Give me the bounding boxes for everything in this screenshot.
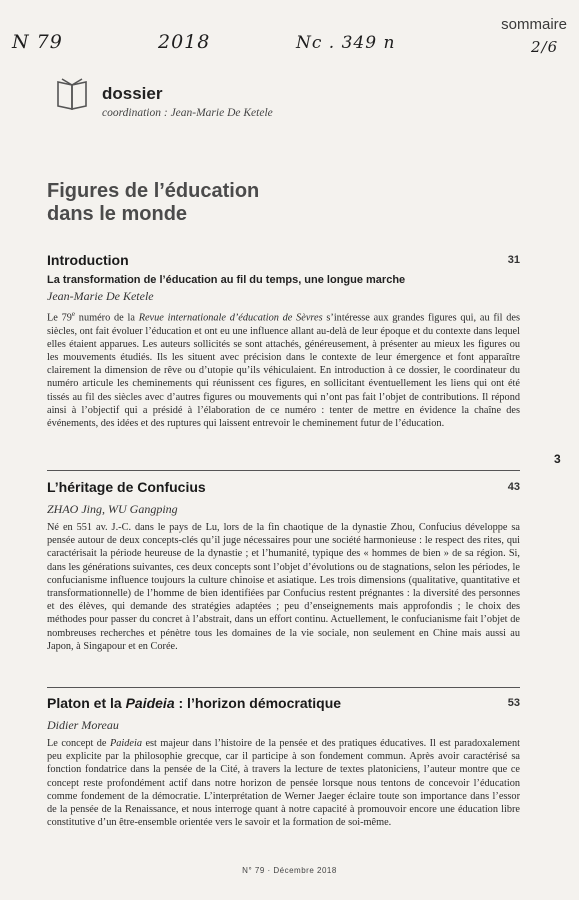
section-divider [47,470,520,471]
article-abstract: Le 79e numéro de la Revue internationale d’éducation de Sèvres s’intéresse aux grandes figures qui, au fil des siècles, ont fait évoluer l’éducation et ont eu une influence allant au-delà de leur époque et du contexte dans lequel elles étaient apparues. Les auteurs sollicités se sont attachés, généreusement, à présenter au mieux les figures ou les mouvements étudiés. Ils les situent avec précision dans le contexte de leur émergence et font apparaître clairement la dimension de rêve ou d’utopie qu’ils véhiculaient. En introduction à ce dossier, le coordinateur du numéro articule les cheminements qui réunissent ces figures, en sollicitant éventuellement les liens qui ont été tissés au fil des siècles avec d’autres figures ou mouvements qui n’ont pas fait l’objet de contributions. Il répond ainsi à l’objectif qui a présidé à l’élaboration de ce numéro : tenter de mettre en évidence la chaîne des événements, des idées et des ruptures qui laissent entrevoir le cheminement futur de l’éducation. [47,310,520,430]
article-heading-text[interactable]: L’héritage de Confucius [47,479,206,495]
article-page-number: 43 [507,481,520,493]
article-abstract: Né en 551 av. J.-C. dans le pays de Lu, lors de la fin chaotique de la dynastie Zhou, Confucius développe sa pensée autour de deux concepts-clés qu’il juge nécessaires pour une société harmonieuse : le respect des rites, qui caractérisait la période heureuse de la dynastie ; et l’humanité, typique des « hommes de bien » de sa région. Si, dans les générations suivantes, ces deux concepts sont l’objet d’évolutions ou de stagnations, selon les périodes, le confucianisme influence toujours la culture chinoise et asiatique. Les trois dimensions (qualitative, quantitative et transformationnelle) de l’homme de bien identifiées par Confucius restent prégnantes : la diversité des personnes et des élèves, qui demande des stratégies adaptées ; peu d’enseignements mais approfondis ; le choix des méthodes pour passer du concret à l’abstrait, dans un effort continu. Actuellement, le confucianisme fait l’objet de nombreuses recherches et pénètre tous les domaines de la vie sociale, non seulement en Chine mais aussi au Japon, à Singapour et en Corée. [47,522,520,652]
page-title-line-2: dans le monde [47,203,188,225]
article-author: ZHAO Jing, WU Gangping [47,502,178,516]
article-author: Jean-Marie De Ketele [47,289,154,303]
article-subtitle: La transformation de l’éducation au fil du temps, une longue marche [47,274,406,286]
article-introduction [47,252,520,430]
article-page-number: 31 [507,254,520,266]
handwritten-issue-number: N 79 [12,31,63,53]
article-abstract: Le concept de Paideia est majeur dans l’histoire de la pensée et des pratiques éducatives. Il est paradoxalement peu explicite par la philosophie grecque, car il participe à son fondement commun. Après avoir caractérisé sa fonction fondatrice dans la pensée de la Cité, à travers la lecture de textes platoniciens, l’auteur montre que ce concept reste profondément actif dans notre horizon de pensée lorsque nous tentons de concevoir l’éducation comme fondement de la démocratie. L’interprétation de Werner Jaeger éclaire toute son importance dans l’essor de la pensée de la Renaissance, et nous interroge quant à notre capacité à promouvoir encore une éducation libre constitutive d’un être-ensemble orientée vers le savoir et la formation de soi-même. [47,738,520,829]
issue-footer: N° 79 · Décembre 2018 [242,866,337,875]
handwritten-year: 2018 [158,31,211,53]
article-heading [47,252,520,272]
article-page-number: 53 [507,697,520,709]
section-label: sommaire [501,16,567,33]
section-divider [47,687,520,688]
dossier-title: dossier [102,84,163,103]
article-platon [47,695,520,829]
article-confucius [47,479,520,653]
margin-page-number: 3 [554,452,561,466]
page-title [47,180,347,226]
article-heading-text[interactable]: Introduction [47,252,129,268]
article-heading-text[interactable]: Platon et la Paideia : l’horizon démocratique [47,695,342,711]
handwritten-reference: Nc . 349 n [296,33,396,53]
dossier-coordination: coordination : Jean-Marie De Ketele [102,107,273,119]
handwritten-page-count: 2/6 [531,38,559,56]
article-heading [47,479,520,499]
open-book-icon [56,76,88,110]
article-author: Didier Moreau [47,718,119,732]
article-heading [47,695,520,715]
page-title-line-1: Figures de l’éducation [47,180,260,202]
